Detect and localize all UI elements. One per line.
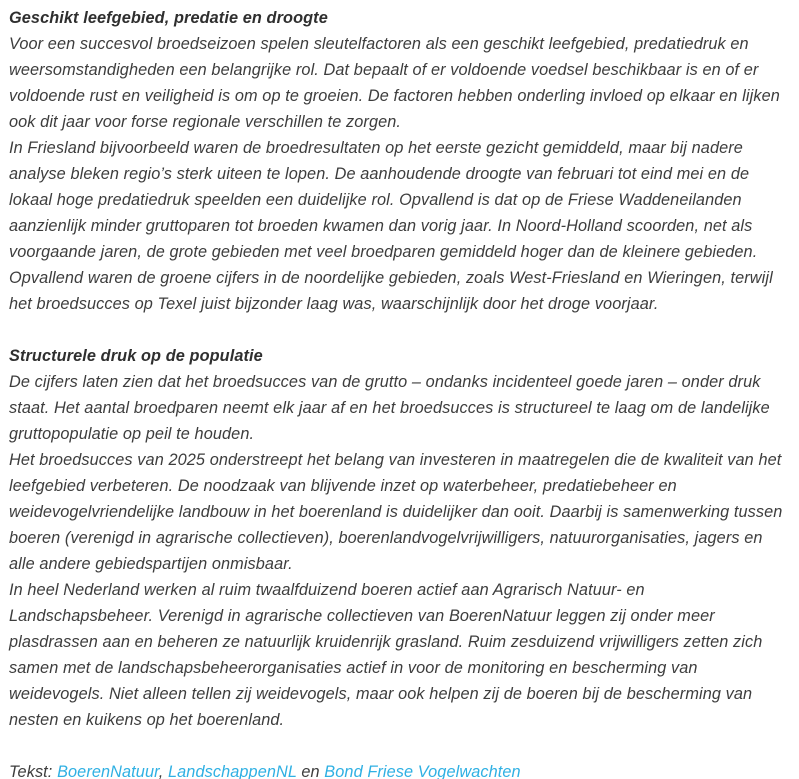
section-structural-pressure (9, 343, 791, 733)
credits-line (9, 759, 791, 779)
section-heading: Geschikt leefgebied, predatie en droogte (9, 9, 328, 27)
paragraph: In heel Nederland werken al ruim twaalfduizend boeren actief aan Agrarisch Natuur- en Landschapsbeheer. Verenigd in agrarische collectieven van BoerenNatuur leggen zij onder meer plasdrassen aan en beheren ze natuurlijk kruidenrijk grasland. Ruim zesduizend vrijwilligers zetten zich samen met de landschapsbeheerorganisaties actief in voor de monitoring en bescherming van weidevogels. Niet alleen tellen zij weidevogels, maar ook helpen zij de boeren bij de bescherming van nesten en kuikens op het boerenland. (9, 581, 763, 729)
section-habitat-predation-drought (9, 5, 791, 317)
link-boerennatuur[interactable]: BoerenNatuur (57, 763, 159, 779)
credits-separator: , (158, 763, 168, 779)
document-body (9, 5, 791, 779)
paragraph: De cijfers laten zien dat het broedsucces van de grutto – ondanks incidenteel goede jaren – onder druk staat. Het aantal broedparen neemt elk jaar af en het broedsucces is structureel te laag om de landelijke gruttopopulatie op peil te houden. (9, 373, 770, 443)
section-heading: Structurele druk op de populatie (9, 347, 263, 365)
link-landschappennl[interactable]: LandschappenNL (167, 763, 297, 779)
credits-separator: en (296, 763, 325, 779)
paragraph: In Friesland bijvoorbeeld waren de broedresultaten op het eerste gezicht gemiddeld, maar bij nadere analyse bleken regio’s sterk uiteen te lopen. De aanhoudende droogte van februari tot eind mei en de lokaal hoge predatiedruk speelden een duidelijke rol. Opvallend is dat op de Friese Waddeneilanden aanzienlijk minder gruttoparen tot broeden kwamen dan vorig jaar. In Noord-Holland scoorden, net als voorgaande jaren, de grote gebieden met veel broedparen gemiddeld hoger dan de kleinere gebieden. Opvallend waren de groene cijfers in de noordelijke gebieden, zoals West-Friesland en Wieringen, terwijl het broedsucces op Texel juist bijzonder laag was, waarschijnlijk door het droge voorjaar. (9, 139, 773, 313)
paragraph: Voor een succesvol broedseizoen spelen sleutelfactoren als een geschikt leefgebied, predatiedruk en weersomstandigheden een belangrijke rol. Dat bepaalt of er voldoende voedsel beschikbaar is en of er voldoende rust en veiligheid is om op te groeien. De factoren hebben onderling invloed op elkaar en lijken ook dit jaar voor forse regionale verschillen te zorgen. (9, 35, 780, 131)
paragraph: Het broedsucces van 2025 onderstreept het belang van investeren in maatregelen die de kwaliteit van het leefgebied verbeteren. De noodzaak van blijvende inzet op waterbeheer, predatiebeheer en weidevogelvriendelijke landbouw in het boerenland is duidelijker dan ooit. Daarbij is samenwerking tussen boeren (verenigd in agrarische collectieven), boerenlandvogelvrijwilligers, natuurorganisaties, jagers en alle andere gebiedspartijen onmisbaar. (9, 451, 783, 573)
link-bond-friese-vogelwachten[interactable]: Bond Friese Vogelwachten (324, 763, 521, 779)
credits-prefix: Tekst: (9, 763, 58, 779)
